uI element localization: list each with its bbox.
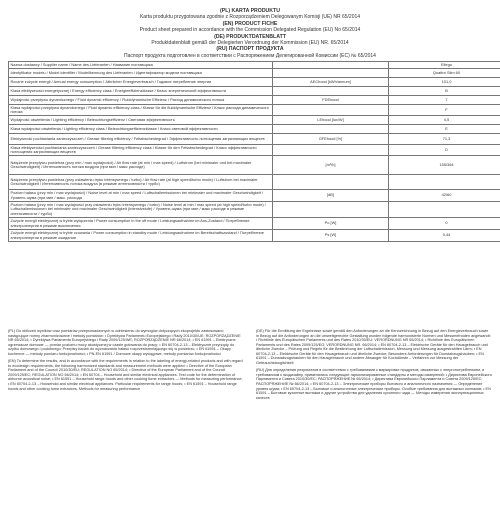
- row-label: Klasa wydajności oświetlenia / Lighting efficiency class / Beleuchtungseffizienzklasse / Класс световой эффективности: [9, 125, 273, 134]
- row-value: 4,5: [389, 116, 500, 125]
- row-value: 155/364: [389, 156, 500, 175]
- de-title: (DE) PRODUKTDATENBLATT: [8, 34, 492, 40]
- ru-title: (RU) ПАСПОРТ ПРОДУКТА: [8, 46, 492, 52]
- table-row: [9, 62, 500, 69]
- standards-notes: [8, 329, 492, 403]
- table-row: [9, 230, 500, 242]
- row-value: D: [389, 145, 500, 156]
- row-symbol: LEhood [lux/W]: [273, 116, 389, 125]
- row-symbol: Ps [W]: [273, 230, 389, 242]
- table-row: [9, 87, 500, 96]
- row-label: Poziom hałasu (przy min / max wydajności) / Noise level at min / max speed / Luftschallemissionen bei minimaler und maximaler Geschwindigkeit / Уровень шума (при мин / макс. расхода: [9, 190, 273, 202]
- notes-ru: (RU) Для определения результатов в соответствии с требованиями к маркировке продуктов, связанных с энергопотреблением, и требованиям к экодизайну, применялись следующие гармонизированные стандарты и методы измерений: • Директива Европейского Парламента и Совета 2010/30/ЕС; РАСПОРЯЖЕНИЕ № 65/2014; • Директива Европейского Парламента и Совета 2009/125/ЕС; РАСПОРЯЖЕНИЕ № 66/2014; • EN 60704-2-13 – Электрические приборы бытового и аналогичного назначения — Определение уровня шума; • EN 60704-2-13 – Бытовые и аналогичные электрические приборы. Особые требования для вытяжных колпаков; • EN 61591 – Бытовые кухонные вытяжки и другие устройства для удаления кухонного чада — Методы измерения эксплуатационных качеств: [256, 368, 492, 400]
- row-symbol: AEChood [kWh/annum]: [273, 78, 389, 87]
- row-symbol: Po [W]: [273, 218, 389, 230]
- notes-left-column: [8, 329, 244, 403]
- row-symbol: [273, 62, 389, 69]
- row-label: Klasa efektywności energetycznej / Energy efficiency class / Energieeffizienzklasse / Класс энергетической эффективности: [9, 87, 273, 96]
- row-symbol: [273, 175, 389, 190]
- row-value: Ellego: [389, 62, 500, 69]
- en-title: (EN) PRODUCT FICHE: [8, 21, 492, 27]
- row-symbol: [273, 125, 389, 134]
- table-row: [9, 190, 500, 202]
- ru-subtitle: Паспорт продукта подготовлен в соответствии с Распоряжением Делегированной Комиссии (ЕС) № 65/2014: [8, 53, 492, 59]
- row-label: Natężenie przepływu powietrza (przy min / max wydajności) / Air flow rate (at min / max speed) / Luftstrom (bei minimaler und bei maximaler Geschwindigkeit) / Интенсивность потока воздуха (при мин / макс расходе): [9, 156, 273, 175]
- document-header: [8, 8, 492, 59]
- table-row: [9, 156, 500, 175]
- table-row: [9, 69, 500, 78]
- notes-pl: (PL) Do obliczeń wyników oraz pomiarów przeprowadzonych w odniesieniu do wymogów dotyczących ekoprojektu zastosowano następujące normy zharmonizowane i metody pomiarów: • Dyrektywa Parlamentu Europejskiego i Rady 2010/30/UE; ROZPORZĄDZENIE NR 65/2014; • Dyrektywa Parlamentu Europejskiego i Rady 2009/125/WE; ROZPORZĄDZENIE NR 66/2014; • EN 61591 – Elektryczne ogrzewacze domowe — pomiar poziomu mocy akustycznej w czasie gotowania do pracy; • EN 60704-2-13 – Elektryczne przyrządy do użytku domowego i podobnego; Przepisy badań do wyznaczania hałasu rozprzestrzeniającego się w powietrzu; • EN 61591 – Okapy kuchenne — metody pomiaru funkcjonalności; • PN-EN 61591 / Domowe okapy wyciągowe; metody pomiarów funkcjonalności: [8, 329, 244, 356]
- product-fiche-page: [8, 8, 492, 504]
- row-symbol: [m³/h]: [273, 156, 389, 175]
- table-row: [9, 116, 500, 125]
- row-value: F: [389, 105, 500, 116]
- row-symbol: [273, 69, 389, 78]
- row-value: E: [389, 125, 500, 134]
- row-symbol: [273, 105, 389, 116]
- notes-right-column: [256, 329, 492, 403]
- product-data-table: [8, 61, 500, 242]
- row-label: Zużycie energii elektrycznej w trybie wyłączenia / Power consumption in the off mode / Leistungsaufnahme im Aus-Zustand / Потребление электроэнергии в режиме выключения: [9, 218, 273, 230]
- row-value: 0,44: [389, 230, 500, 242]
- row-value: 42/60: [389, 190, 500, 202]
- de-subtitle: Produktdatenblatt gemäß der Delegierten Verordnung der Kommission (EU) NR. 65/2014: [8, 40, 492, 46]
- pl-subtitle: Karta produktu przygotowana zgodnie z Rozporządzeniem Delegowanym Komisji (UE) NR 65/2014: [8, 14, 492, 20]
- notes-de: (DE) Für die Ermittlung der Ergebnisse sowie gemäß den Anforderungen an die Kennzeichnung in Bezug auf den Energieverbrauch sowie in Bezug auf die Anforderungen an die umweltgerechte Gestaltung wurden folgende harmonisierte Normen und Messmethoden angewandt: • Richtlinie des Europäischen Parlaments und des Rates 2010/30/EU; VERORDNUNG NR 65/2014; • Richtlinie des Europäischen Parlaments und des Rates 2009/125/EG; VERORDNUNG NR. 66/2014; • EN 60704-2-13 – Elektrische Geräte für den Hausgebrauch und ähnliche Zwecke – Prüfung und Regeln für die Bestimmung der Luftschallemission, Messung und Messung ausgestrahlten Lärm; • EN 60704-2-13 – Elektrische Geräte für den Hausgebrauch und ähnliche Zwecke; Besondere Anforderungen für Dunstabzugshauben; • EN 61591 – Dunstabzugshauben für den Hausgebrauch und andere Absauger für Kochdünste – Verfahren zur Messung der Gebrauchstauglichkeit: [256, 329, 492, 365]
- row-label: Identyfikator modelu / Model identifier / Modellkennung des Lieferanten / Идентификатор модели поставщика: [9, 69, 273, 78]
- row-value: 7: [389, 96, 500, 105]
- pl-title: (PL) KARTA PRODUKTU: [8, 8, 492, 14]
- table-row: [9, 175, 500, 190]
- row-symbol: GFEhood [%]: [273, 134, 389, 145]
- table-row: [9, 134, 500, 145]
- row-label: Roczne zużycie energii / Annual energy consumption / Jährlicher Energieverbrauch / Годовое потребление энергии: [9, 78, 273, 87]
- table-row: [9, 78, 500, 87]
- row-value: B: [389, 87, 500, 96]
- row-value: 101,0: [389, 78, 500, 87]
- row-label: Klasa efektywności pochłaniania zanieczyszczeń / Grease filtering efficiency class / Klasse für den Fettabscheidegrad / Класс эффективности поглощения загрязняющих веществ: [9, 145, 273, 156]
- row-label: Poziom hałasu (przy min / max wydajności przy ustawieniu trybu intensywnego / turbo) / Noise level at min / max speed (at high speed/turbo mode) / Luftschallemissionen bei minimaler und maximaler Geschwindigkeit (Intensivstufe) / Уровень шума (при мин / макс расходе в режиме интенсивности / турбо): [9, 202, 273, 218]
- en-subtitle: Product sheet prepared in accordance with the Commission Delegated Regulation (EU) No 65/2014: [8, 27, 492, 33]
- row-label: Zużycie energii elektrycznej w trybie czuwania / Power consumption in standby mode / Leistungsaufnahme im Bereitschaftszustand / Потребление электроэнергии в режиме ожидания: [9, 230, 273, 242]
- row-symbol: FDEhood: [273, 96, 389, 105]
- row-label: Wydajność przepływu dynamicznego / Fluid dynamic efficiency / Fluiddynamische Effizienz / Расход динамического потока: [9, 96, 273, 105]
- table-row: [9, 218, 500, 230]
- row-value: 71,3: [389, 134, 500, 145]
- row-symbol: [273, 145, 389, 156]
- row-symbol: [dB]: [273, 190, 389, 202]
- row-value: [389, 175, 500, 190]
- table-row: [9, 145, 500, 156]
- row-value: Quattro Slim 60: [389, 69, 500, 78]
- row-symbol: [273, 202, 389, 218]
- table-row: [9, 202, 500, 218]
- table-row: [9, 105, 500, 116]
- notes-en: (EN) To determine the results, and in accordance with the requirements in relation to the labeling of energy-related products and with regard to ecodesign requirements, the following harmonized standards and measurement methods were applied: • Directive of the European Parliament and of the Council 2010/30/EU; REGULATION NO 65/2014; • Directive of the European Parliament and of the Council 2009/125/EC; REGULATION NO 66/2014; • EN 60704 – Household and similar electrical appliances. Test code for the determination of airborne acoustical noise; • EN 61591 – Household range hoods and other cooking fume extractors — Methods for measuring performance; • EN 60704-2-13 – Household and similar electrical appliances. Particular requirements for range hoods; • EN 61591 – Household range hoods and other cooking fume extractors. Methods for measuring performance: [8, 359, 244, 391]
- row-label: Wydajność oświetlenia / Lighting efficiency / Beleuchtungseffizienz / Световая эффективность: [9, 116, 273, 125]
- row-label: Natężenie przepływu powietrza (przy ustawieniu trybu intensywnego / turbo) / Air flow rate (at high speed/turbo mode) / Luftstrom bei maximaler Geschwindigkeit / Интенсивность потока воздуха (в режиме интенсивности / турбо): [9, 175, 273, 190]
- row-value: 0: [389, 218, 500, 230]
- table-row: [9, 96, 500, 105]
- row-label: Efektywność pochłaniania zanieczyszczeń / Grease filtering efficiency / Fettabscheidegrad / Эффективность поглощения загрязняющих веществ: [9, 134, 273, 145]
- row-symbol: [273, 87, 389, 96]
- row-value: [389, 202, 500, 218]
- table-row: [9, 125, 500, 134]
- row-label: Klasa wydajności przepływu dynamicznego / Fluid dynamic efficiency class / Klasse für die fluiddynamische Effizienz / Класс расхода динамического потока: [9, 105, 273, 116]
- row-label: Nazwa dostawcy / Supplier name / Name des Lieferanten / Название поставщика: [9, 62, 273, 69]
